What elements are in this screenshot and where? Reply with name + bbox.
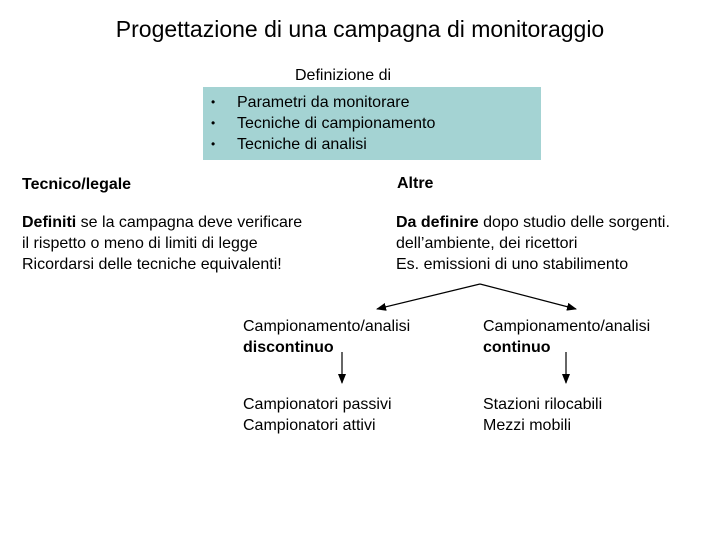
definition-item: • Tecniche di analisi — [211, 136, 367, 153]
technical-legal-line-1: Definiti se la campagna deve verificare — [22, 214, 303, 231]
other-heading: Altre — [397, 175, 434, 192]
discontinuous-sampler-2: Campionatori attivi — [243, 417, 376, 434]
technical-legal-line-3: Ricordarsi delle tecniche equivalenti! — [22, 256, 282, 273]
discontinuous-label: Campionamento/analisi — [243, 318, 411, 335]
page-title: Progettazione di una campagna di monitoraggio — [115, 16, 605, 42]
bullet-icon: • — [211, 116, 216, 130]
discontinuous-sampler-1: Campionatori passivi — [243, 396, 392, 413]
technical-legal-line-2: il rispetto o meno di limiti di legge — [22, 235, 258, 252]
bullet-icon: • — [211, 95, 216, 109]
definition-item: • Tecniche di campionamento — [211, 115, 436, 132]
definition-heading: Definizione di — [295, 67, 392, 84]
bullet-icon: • — [211, 137, 216, 151]
continuous-mode: continuo — [483, 339, 551, 356]
technical-legal-heading: Tecnico/legale — [22, 176, 132, 193]
definition-item: • Parametri da monitorare — [211, 94, 410, 111]
split-arrow-left — [377, 284, 480, 309]
split-arrow-right — [480, 284, 576, 309]
other-line-2: dell’ambiente, dei ricettori — [396, 235, 578, 252]
continuous-station-1: Stazioni rilocabili — [483, 396, 603, 413]
discontinuous-mode: discontinuo — [243, 339, 334, 356]
other-line-1: Da definire dopo studio delle sorgenti. — [396, 214, 670, 231]
continuous-station-2: Mezzi mobili — [483, 417, 572, 434]
other-line-3: Es. emissioni di uno stabilimento — [396, 256, 629, 273]
continuous-label: Campionamento/analisi — [483, 318, 651, 335]
